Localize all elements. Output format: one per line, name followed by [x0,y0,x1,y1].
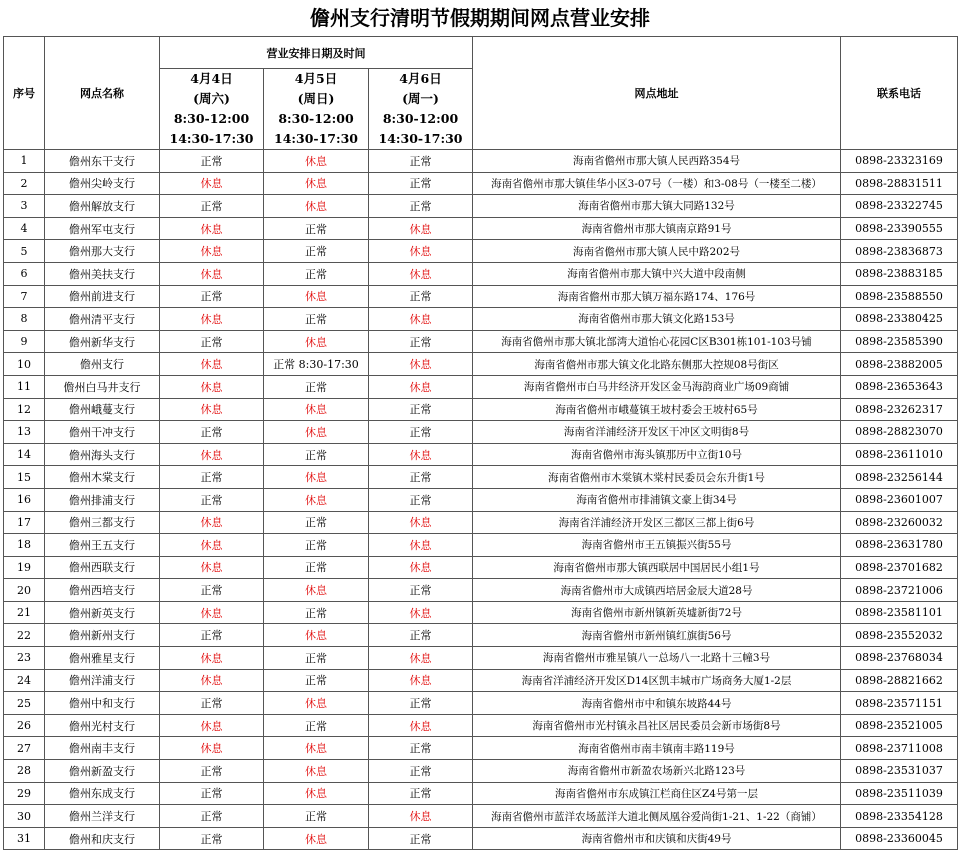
cell-status-day-3: 休息 [369,353,473,376]
cell-branch-name: 儋州东成支行 [45,782,160,805]
table-row [4,692,958,715]
cell-branch-name: 儋州美扶支行 [45,262,160,285]
cell-phone: 0898-23585390 [841,330,958,353]
cell-no: 24 [4,669,45,692]
cell-address: 海南省儋州市那大镇南京路91号 [473,217,841,240]
table-row [4,534,958,557]
cell-phone: 0898-28821662 [841,669,958,692]
table-row [4,240,958,263]
cell-branch-name: 儋州支行 [45,353,160,376]
cell-status-day-2: 休息 [264,421,369,444]
cell-status-day-1: 正常 [160,579,264,602]
cell-status-day-1: 休息 [160,308,264,331]
table-row [4,172,958,195]
cell-status-day-3: 正常 [369,421,473,444]
cell-branch-name: 儋州白马井支行 [45,375,160,398]
cell-status-day-3: 休息 [369,308,473,331]
cell-status-day-1: 休息 [160,240,264,263]
cell-phone: 0898-23653643 [841,375,958,398]
cell-status-day-1: 休息 [160,601,264,624]
cell-no: 10 [4,353,45,376]
cell-status-day-3: 正常 [369,330,473,353]
cell-phone: 0898-28831511 [841,172,958,195]
cell-branch-name: 儋州解放支行 [45,195,160,218]
cell-branch-name: 儋州三都支行 [45,511,160,534]
cell-branch-name: 儋州南丰支行 [45,737,160,760]
day-date: 4月6日 [399,71,442,86]
cell-phone: 0898-23552032 [841,624,958,647]
cell-status-day-2: 正常 [264,714,369,737]
cell-status-day-2: 正常 [264,511,369,534]
cell-phone: 0898-23588550 [841,285,958,308]
day-pm-hours: 14:30-17:30 [274,131,358,146]
cell-status-day-2: 休息 [264,760,369,783]
cell-status-day-3: 正常 [369,285,473,308]
cell-no: 29 [4,782,45,805]
cell-phone: 0898-23323169 [841,150,958,173]
table-row [4,714,958,737]
cell-status-day-3: 休息 [369,805,473,828]
cell-phone: 0898-23256144 [841,466,958,489]
cell-status-day-3: 正常 [369,150,473,173]
cell-no: 1 [4,150,45,173]
cell-status-day-2: 休息 [264,466,369,489]
table-row [4,398,958,421]
cell-no: 13 [4,421,45,444]
table-row [4,308,958,331]
cell-phone: 0898-23711008 [841,737,958,760]
cell-address: 海南省儋州市中和镇东坡路44号 [473,692,841,715]
cell-status-day-2: 休息 [264,827,369,850]
cell-address: 海南省儋州市和庆镇和庆街49号 [473,827,841,850]
table-row [4,195,958,218]
cell-address: 海南省儋州市那大镇万福东路174、176号 [473,285,841,308]
cell-status-day-1: 休息 [160,217,264,240]
day-date: 4月4日 [190,71,233,86]
cell-address: 海南省儋州市那大镇文化北路东侧那大控规08号街区 [473,353,841,376]
cell-status-day-3: 休息 [369,375,473,398]
table-row [4,217,958,240]
cell-no: 5 [4,240,45,263]
cell-branch-name: 儋州那大支行 [45,240,160,263]
cell-status-day-1: 正常 [160,805,264,828]
cell-no: 11 [4,375,45,398]
table-row [4,579,958,602]
cell-status-day-3: 正常 [369,579,473,602]
cell-status-day-3: 休息 [369,647,473,670]
day-date: 4月5日 [294,71,338,86]
cell-phone: 0898-23721006 [841,579,958,602]
cell-no: 3 [4,195,45,218]
cell-status-day-2: 正常 [264,601,369,624]
table-row [4,443,958,466]
header-phone: 联系电话 [841,37,958,150]
cell-status-day-3: 正常 [369,488,473,511]
cell-phone: 0898-23768034 [841,647,958,670]
cell-address: 海南省儋州市新州镇红旗街56号 [473,624,841,647]
cell-status-day-1: 正常 [160,827,264,850]
cell-no: 15 [4,466,45,489]
cell-address: 海南省洋浦经济开发区D14区凯丰城市广场商务大厦1-2层 [473,669,841,692]
cell-no: 9 [4,330,45,353]
cell-branch-name: 儋州清平支行 [45,308,160,331]
cell-status-day-3: 正常 [369,172,473,195]
cell-phone: 0898-23260032 [841,511,958,534]
cell-address: 海南省儋州市大成镇西培居金辰大道28号 [473,579,841,602]
cell-branch-name: 儋州中和支行 [45,692,160,715]
header-day-1 [160,69,264,150]
cell-phone: 0898-23581101 [841,601,958,624]
cell-status-day-1: 正常 [160,624,264,647]
cell-status-day-3: 正常 [369,827,473,850]
cell-address: 海南省儋州市那大镇中兴大道中段南侧 [473,262,841,285]
cell-no: 27 [4,737,45,760]
cell-status-day-2: 休息 [264,172,369,195]
cell-branch-name: 儋州西培支行 [45,579,160,602]
cell-no: 17 [4,511,45,534]
cell-phone: 0898-23511039 [841,782,958,805]
cell-address: 海南省儋州市那大镇佳华小区3-07号（一楼）和3-08号（一楼至二楼） [473,172,841,195]
cell-status-day-2: 休息 [264,195,369,218]
cell-address: 海南省儋州市那大镇大同路132号 [473,195,841,218]
cell-status-day-1: 休息 [160,375,264,398]
cell-status-day-1: 休息 [160,353,264,376]
cell-address: 海南省儋州市峨蔓镇王坡村委会王坡村65号 [473,398,841,421]
cell-status-day-2: 休息 [264,579,369,602]
cell-address: 海南省儋州市东成镇江栏商住区Z4号第一层 [473,782,841,805]
header-no: 序号 [4,37,45,150]
cell-phone: 0898-23571151 [841,692,958,715]
cell-phone: 0898-23611010 [841,443,958,466]
cell-phone: 0898-23262317 [841,398,958,421]
cell-status-day-1: 休息 [160,534,264,557]
cell-address: 海南省儋州市南丰镇南丰路119号 [473,737,841,760]
cell-no: 31 [4,827,45,850]
cell-phone: 0898-23631780 [841,534,958,557]
cell-status-day-2: 休息 [264,692,369,715]
cell-no: 21 [4,601,45,624]
day-weekday: (周日) [297,91,335,106]
cell-branch-name: 儋州新州支行 [45,624,160,647]
cell-status-day-1: 休息 [160,737,264,760]
cell-phone: 0898-23390555 [841,217,958,240]
cell-no: 12 [4,398,45,421]
cell-no: 25 [4,692,45,715]
cell-address: 海南省儋州市蓝洋农场蓝洋大道北侧凤凰谷爱尚街1-21、1-22（商铺） [473,805,841,828]
cell-status-day-1: 正常 [160,421,264,444]
cell-phone: 0898-23322745 [841,195,958,218]
cell-no: 22 [4,624,45,647]
table-row [4,421,958,444]
cell-phone: 0898-23882005 [841,353,958,376]
cell-status-day-3: 正常 [369,760,473,783]
cell-branch-name: 儋州军屯支行 [45,217,160,240]
cell-phone: 0898-23360045 [841,827,958,850]
header-address: 网点地址 [473,37,841,150]
cell-address: 海南省洋浦经济开发区三都区三都上街6号 [473,511,841,534]
cell-status-day-1: 正常 [160,285,264,308]
cell-status-day-2: 正常 [264,556,369,579]
cell-no: 18 [4,534,45,557]
cell-address: 海南省儋州市新盈农场新兴北路123号 [473,760,841,783]
cell-branch-name: 儋州前进支行 [45,285,160,308]
cell-status-day-3: 休息 [369,669,473,692]
cell-branch-name: 儋州尖岭支行 [45,172,160,195]
cell-no: 16 [4,488,45,511]
header-name: 网点名称 [45,37,160,150]
cell-status-day-2: 休息 [264,624,369,647]
cell-branch-name: 儋州和庆支行 [45,827,160,850]
header-day-2 [264,69,369,150]
cell-branch-name: 儋州峨蔓支行 [45,398,160,421]
cell-status-day-3: 正常 [369,737,473,760]
table-body [4,150,958,850]
cell-status-day-2: 正常 [264,262,369,285]
cell-branch-name: 儋州洋浦支行 [45,669,160,692]
cell-status-day-3: 休息 [369,511,473,534]
cell-no: 26 [4,714,45,737]
cell-phone: 0898-23531037 [841,760,958,783]
table-row [4,669,958,692]
table-row [4,601,958,624]
cell-status-day-2: 休息 [264,285,369,308]
cell-phone: 0898-23354128 [841,805,958,828]
cell-phone: 0898-23883185 [841,262,958,285]
cell-branch-name: 儋州光村支行 [45,714,160,737]
cell-branch-name: 儋州王五支行 [45,534,160,557]
cell-status-day-1: 正常 [160,330,264,353]
cell-no: 8 [4,308,45,331]
cell-status-day-3: 正常 [369,398,473,421]
cell-status-day-1: 正常 [160,488,264,511]
cell-no: 30 [4,805,45,828]
cell-address: 海南省儋州市木棠镇木棠村民委员会东升街1号 [473,466,841,489]
cell-status-day-1: 休息 [160,647,264,670]
cell-status-day-1: 休息 [160,714,264,737]
table-row [4,375,958,398]
cell-status-day-3: 休息 [369,240,473,263]
cell-status-day-3: 休息 [369,443,473,466]
cell-status-day-3: 休息 [369,262,473,285]
cell-no: 4 [4,217,45,240]
cell-status-day-3: 正常 [369,195,473,218]
table-row [4,150,958,173]
cell-status-day-2: 正常 [264,805,369,828]
cell-address: 海南省儋州市海头镇那历中立街10号 [473,443,841,466]
cell-no: 19 [4,556,45,579]
header-day-3 [369,69,473,150]
day-pm-hours: 14:30-17:30 [169,131,254,146]
cell-address: 海南省儋州市光村镇永昌社区居民委员会新市场街8号 [473,714,841,737]
cell-status-day-2: 正常 [264,443,369,466]
cell-phone: 0898-23380425 [841,308,958,331]
cell-status-day-1: 正常 [160,692,264,715]
cell-status-day-2: 正常 [264,240,369,263]
cell-status-day-1: 休息 [160,398,264,421]
cell-status-day-3: 休息 [369,556,473,579]
cell-address: 海南省儋州市那大镇文化路153号 [473,308,841,331]
cell-address: 海南省儋州市王五镇振兴街55号 [473,534,841,557]
cell-address: 海南省洋浦经济开发区干冲区文明街8号 [473,421,841,444]
cell-status-day-1: 休息 [160,443,264,466]
schedule-table [3,36,958,850]
cell-status-day-2: 正常 [264,217,369,240]
cell-address: 海南省儋州市雅星镇八一总场八一北路十三幢3号 [473,647,841,670]
header-schedule-group: 营业安排日期及时间 [160,37,473,69]
cell-status-day-2: 正常 [264,647,369,670]
cell-status-day-3: 休息 [369,534,473,557]
cell-branch-name: 儋州海头支行 [45,443,160,466]
cell-branch-name: 儋州新盈支行 [45,760,160,783]
cell-status-day-2: 休息 [264,330,369,353]
cell-address: 海南省儋州市新州镇新英墟新街72号 [473,601,841,624]
cell-no: 7 [4,285,45,308]
day-am-hours: 8:30-12:00 [382,111,459,126]
cell-address: 海南省儋州市白马井经济开发区金马海韵商业广场09商铺 [473,375,841,398]
cell-address: 海南省儋州市那大镇西联居中国居民小组1号 [473,556,841,579]
cell-no: 20 [4,579,45,602]
table-row [4,782,958,805]
cell-no: 6 [4,262,45,285]
table-row [4,624,958,647]
table-row [4,805,958,828]
cell-status-day-1: 正常 [160,760,264,783]
cell-phone: 0898-23521005 [841,714,958,737]
cell-status-day-1: 正常 [160,195,264,218]
day-am-hours: 8:30-12:00 [173,111,250,126]
cell-status-day-3: 正常 [369,692,473,715]
day-weekday: (周一) [402,91,439,106]
table-row [4,330,958,353]
cell-branch-name: 儋州排浦支行 [45,488,160,511]
cell-status-day-2: 休息 [264,488,369,511]
cell-status-day-2: 休息 [264,150,369,173]
cell-no: 23 [4,647,45,670]
cell-status-day-1: 休息 [160,262,264,285]
cell-branch-name: 儋州新华支行 [45,330,160,353]
cell-status-day-2: 休息 [264,398,369,421]
table-row [4,353,958,376]
table-row [4,760,958,783]
cell-status-day-2: 休息 [264,782,369,805]
cell-status-day-1: 正常 [160,150,264,173]
cell-address: 海南省儋州市那大镇人民西路354号 [473,150,841,173]
cell-branch-name: 儋州兰洋支行 [45,805,160,828]
table-row [4,511,958,534]
cell-status-day-2: 正常 8:30-17:30 [264,353,369,376]
cell-status-day-2: 正常 [264,669,369,692]
cell-branch-name: 儋州东干支行 [45,150,160,173]
cell-branch-name: 儋州新英支行 [45,601,160,624]
cell-address: 海南省儋州市排浦镇文豪上街34号 [473,488,841,511]
cell-phone: 0898-23601007 [841,488,958,511]
cell-no: 14 [4,443,45,466]
cell-status-day-3: 休息 [369,217,473,240]
table-row [4,466,958,489]
cell-address: 海南省儋州市那大镇北部湾大道怡心花园C区B301栋101-103号铺 [473,330,841,353]
cell-phone: 0898-23701682 [841,556,958,579]
cell-status-day-3: 休息 [369,601,473,624]
table-row [4,262,958,285]
cell-status-day-1: 休息 [160,511,264,534]
cell-branch-name: 儋州西联支行 [45,556,160,579]
cell-branch-name: 儋州干冲支行 [45,421,160,444]
cell-status-day-2: 正常 [264,375,369,398]
cell-branch-name: 儋州雅星支行 [45,647,160,670]
table-row [4,737,958,760]
cell-status-day-3: 休息 [369,714,473,737]
cell-branch-name: 儋州木棠支行 [45,466,160,489]
cell-status-day-2: 休息 [264,737,369,760]
table-row [4,647,958,670]
cell-status-day-1: 正常 [160,466,264,489]
cell-status-day-3: 正常 [369,466,473,489]
cell-status-day-1: 休息 [160,669,264,692]
cell-status-day-1: 正常 [160,782,264,805]
day-weekday: (周六) [193,91,230,106]
table-row [4,827,958,850]
cell-address: 海南省儋州市那大镇人民中路202号 [473,240,841,263]
day-am-hours: 8:30-12:00 [278,111,354,126]
table-row [4,488,958,511]
table-row [4,556,958,579]
cell-phone: 0898-23836873 [841,240,958,263]
cell-status-day-2: 正常 [264,534,369,557]
cell-status-day-1: 休息 [160,556,264,579]
cell-status-day-3: 正常 [369,624,473,647]
cell-status-day-2: 正常 [264,308,369,331]
table-row [4,285,958,308]
day-pm-hours: 14:30-17:30 [378,131,463,146]
cell-phone: 0898-28823070 [841,421,958,444]
cell-no: 2 [4,172,45,195]
page-title: 儋州支行清明节假期期间网点营业安排 [310,6,650,30]
cell-status-day-3: 正常 [369,782,473,805]
cell-no: 28 [4,760,45,783]
cell-status-day-1: 休息 [160,172,264,195]
